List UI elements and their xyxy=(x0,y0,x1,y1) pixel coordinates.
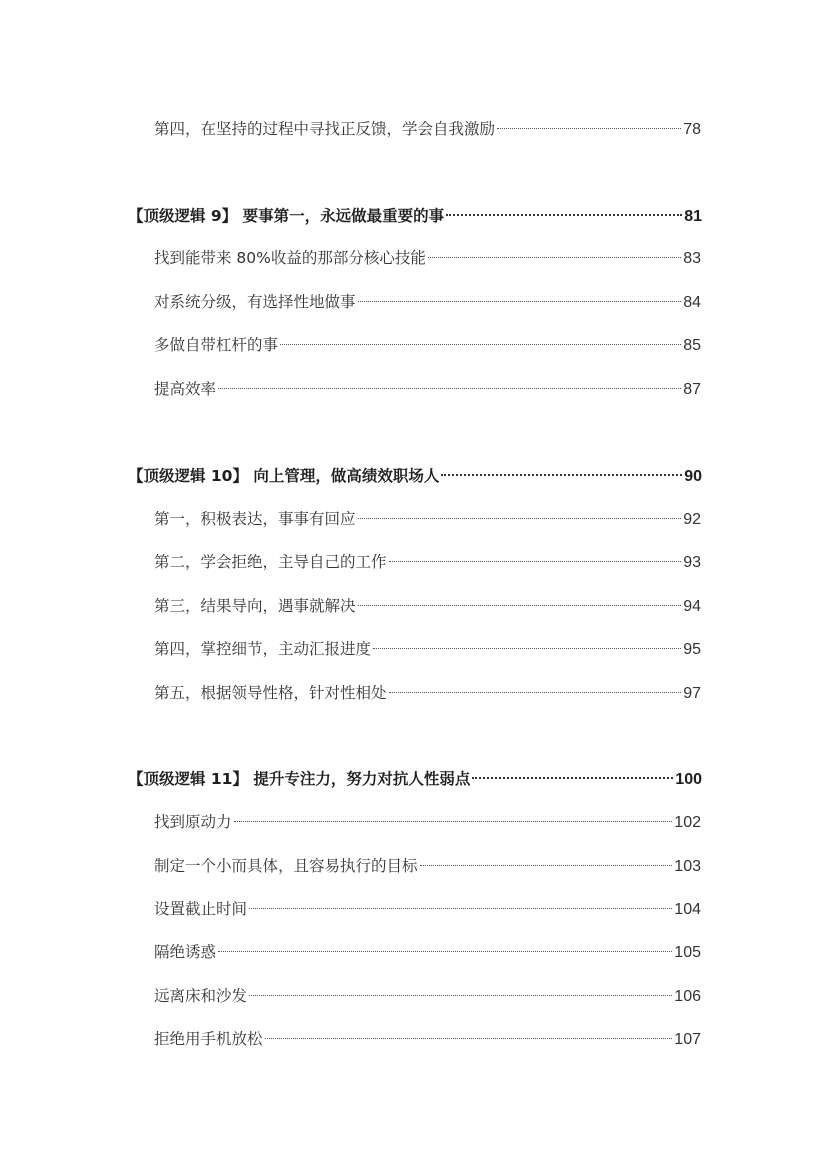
toc-entry[interactable] xyxy=(154,502,701,528)
toc-entry-page: 105 xyxy=(674,944,701,961)
toc-entry-title: 第二，学会拒绝，主导自己的工作 xyxy=(154,553,387,571)
toc-entry-title: 多做自带杠杆的事 xyxy=(154,336,279,354)
toc-entry[interactable] xyxy=(154,241,701,267)
dot-leader xyxy=(420,849,673,871)
toc-entry-page: 93 xyxy=(683,554,701,571)
toc-entry-title: 第五，根据领导性格，针对性相处 xyxy=(154,684,387,702)
dot-leader xyxy=(373,632,681,654)
dot-leader xyxy=(358,589,682,611)
dot-leader xyxy=(389,676,682,698)
toc-entry-page: 94 xyxy=(683,598,701,615)
toc-chapter-title: 【顶级逻辑 11】 提升专注力，努力对抗人性弱点 xyxy=(128,770,471,788)
toc-entry-title: 第四，掌控细节，主动汇报进度 xyxy=(154,640,372,658)
dot-leader xyxy=(358,285,682,307)
dot-leader xyxy=(249,979,672,1001)
toc-entry-page: 92 xyxy=(683,511,701,528)
dot-leader xyxy=(389,545,682,567)
dot-leader xyxy=(280,328,681,350)
toc-entry-title: 隔绝诱惑 xyxy=(154,943,217,961)
toc-entry-title: 制定一个小而具体，且容易执行的目标 xyxy=(154,857,418,875)
toc-entry[interactable] xyxy=(154,805,701,831)
toc-entry-title: 找到能带来 80%收益的那部分核心技能 xyxy=(154,249,426,267)
toc-chapter-page: 100 xyxy=(675,771,702,788)
toc-entry[interactable] xyxy=(154,112,701,138)
dot-leader xyxy=(472,762,673,784)
toc-chapter-heading[interactable] xyxy=(128,459,702,485)
toc-entry[interactable] xyxy=(154,545,701,571)
toc-entry-page: 83 xyxy=(683,250,701,267)
toc-entry-page: 104 xyxy=(674,901,701,918)
toc-entry-page: 106 xyxy=(674,988,701,1005)
toc-entry-title: 设置截止时间 xyxy=(154,900,248,918)
toc-entry[interactable] xyxy=(154,632,701,658)
dot-leader xyxy=(234,805,673,827)
toc-entry[interactable] xyxy=(154,328,701,354)
toc-chapter-heading[interactable] xyxy=(128,199,702,225)
toc-entry[interactable] xyxy=(154,892,701,918)
toc-chapter-page: 81 xyxy=(684,208,702,225)
dot-leader xyxy=(265,1022,673,1044)
toc-entry-page: 97 xyxy=(683,685,701,702)
dot-leader xyxy=(249,892,672,914)
toc-entry-title: 第一，积极表达，事事有回应 xyxy=(154,510,356,528)
toc-entry[interactable] xyxy=(154,979,701,1005)
toc-entry-page: 78 xyxy=(683,121,701,138)
toc-entry-page: 102 xyxy=(674,814,701,831)
toc-entry-page: 84 xyxy=(683,294,701,311)
dot-leader xyxy=(358,502,682,524)
dot-leader xyxy=(218,935,672,957)
toc-entry[interactable] xyxy=(154,1022,701,1048)
toc-entry-page: 107 xyxy=(674,1031,701,1048)
dot-leader xyxy=(218,372,681,394)
toc-chapter-heading[interactable] xyxy=(128,762,702,788)
toc-entry[interactable] xyxy=(154,935,701,961)
toc-entry-page: 85 xyxy=(683,337,701,354)
toc-chapter-title: 【顶级逻辑 10】 向上管理，做高绩效职场人 xyxy=(128,467,440,485)
toc-entry-page: 87 xyxy=(683,381,701,398)
dot-leader xyxy=(446,199,682,221)
dot-leader xyxy=(497,112,681,134)
toc-entry[interactable] xyxy=(154,849,701,875)
toc-entry[interactable] xyxy=(154,676,701,702)
toc-entry-title: 远离床和沙发 xyxy=(154,987,248,1005)
dot-leader xyxy=(441,459,682,481)
toc-entry-title: 提高效率 xyxy=(154,380,217,398)
toc-entry[interactable] xyxy=(154,372,701,398)
toc-entry-title: 找到原动力 xyxy=(154,813,232,831)
toc-entry-page: 103 xyxy=(674,858,701,875)
toc-chapter-title: 【顶级逻辑 9】 要事第一，永远做最重要的事 xyxy=(128,207,445,225)
toc-entry-title: 对系统分级，有选择性地做事 xyxy=(154,293,356,311)
toc-entry-title: 第四，在坚持的过程中寻找正反馈，学会自我激励 xyxy=(154,120,496,138)
toc-chapter-page: 90 xyxy=(684,468,702,485)
toc-entry-page: 95 xyxy=(683,641,701,658)
toc-entry-title: 拒绝用手机放松 xyxy=(154,1030,263,1048)
dot-leader xyxy=(428,241,681,263)
toc-entry[interactable] xyxy=(154,285,701,311)
toc-entry[interactable] xyxy=(154,589,701,615)
toc-entry-title: 第三，结果导向，遇事就解决 xyxy=(154,597,356,615)
